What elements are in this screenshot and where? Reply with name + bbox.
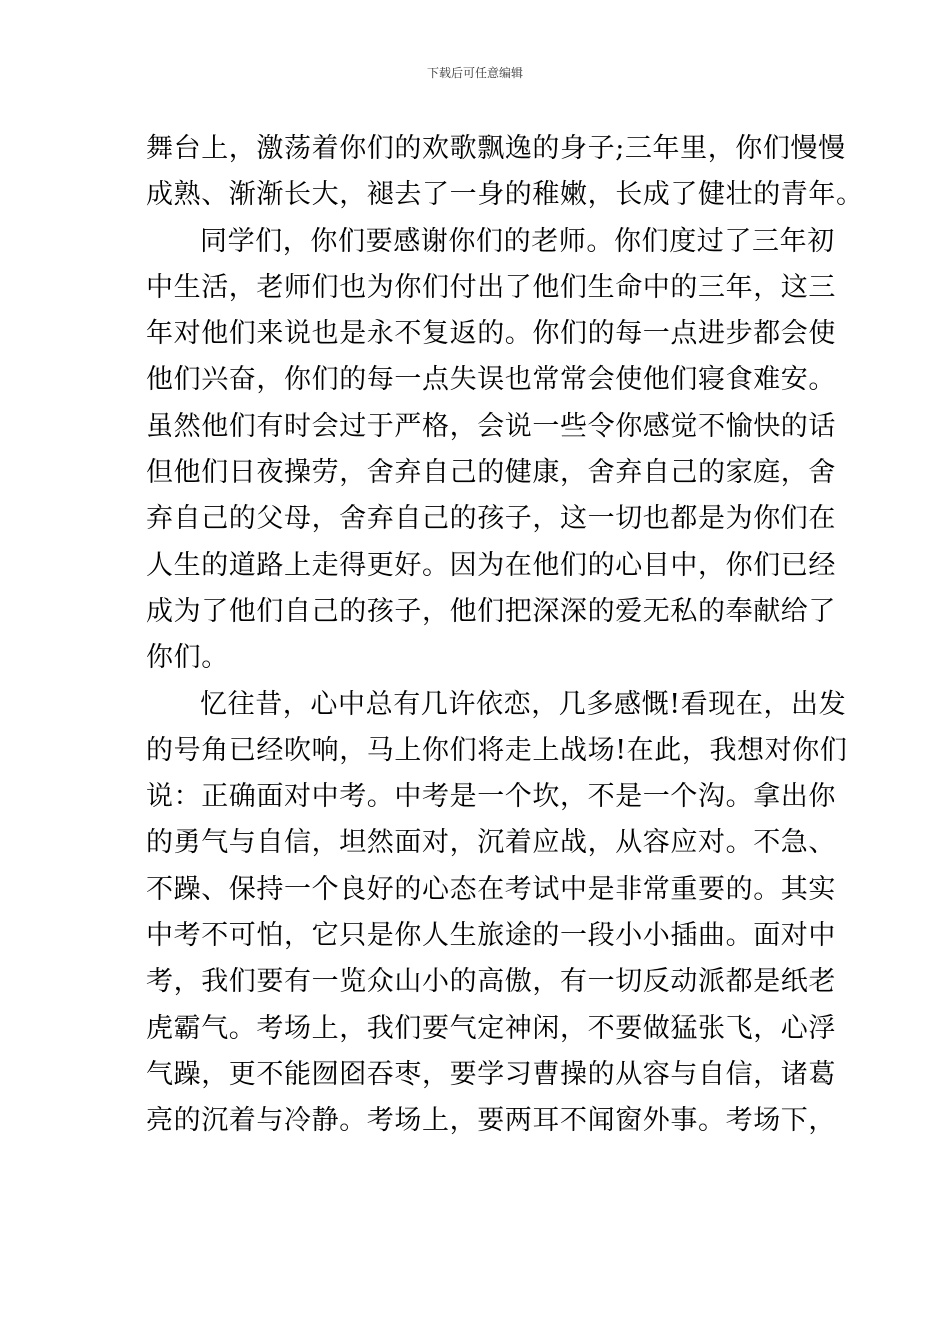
text-line: 中生活，老师们也为你们付出了他们生命中的三年，这三 [146,271,836,303]
text-line: 的号角已经吹响，马上你们将走上战场!在此，我想对你们 [146,734,848,766]
text-line: 年对他们来说也是永不复返的。你们的每一点进步都会使 [146,318,836,350]
text-line: 中考不可怕，它只是你人生旅途的一段小小插曲。面对中 [146,920,836,952]
document-body [146,126,864,1145]
text-line: 虽然他们有时会过于严格，会说一些令你感觉不愉快的话 [146,410,836,442]
paragraph-first-line: 忆往昔，心中总有几许依恋，几多感慨!看现在，出发 [200,688,847,720]
text-line: 虎霸气。考场上，我们要气定神闲，不要做猛张飞，心浮 [146,1012,836,1044]
text-line: 舞台上，激荡着你们的欢歌飘逸的身子;三年里，你们慢慢 [146,133,846,164]
text-line: 说：正确面对中考。中考是一个坎，不是一个沟。拿出你 [146,781,836,813]
text-line: 但他们日夜操劳，舍弃自己的健康，舍弃自己的家庭，舍 [146,457,836,489]
text-line: 不躁、保持一个良好的心态在考试中是非常重要的。其实 [146,873,836,905]
text-line: 他们兴奋，你们的每一点失误也常常会使他们寝食难安。 [146,364,836,396]
text-line: 你们。 [146,642,229,674]
text-line: 弃自己的父母，舍弃自己的孩子，这一切也都是为你们在 [146,503,836,535]
text-line: 成为了他们自己的孩子，他们把深深的爱无私的奉献给了 [146,595,836,627]
text-line: 亮的沉着与冷静。考场上，要两耳不闻窗外事。考场下， [146,1105,836,1137]
paragraph-first-line: 同学们，你们要感谢你们的老师。你们度过了三年初 [200,225,835,257]
text-line: 考，我们要有一览众山小的高傲，有一切反动派都是纸老 [146,966,836,998]
text-line: 成熟、渐渐长大，褪去了一身的稚嫩，长成了健壮的青年。 [146,179,864,211]
text-line: 气躁，更不能囫囵吞枣，要学习曹操的从容与自信，诸葛 [146,1058,836,1090]
text-line: 人生的道路上走得更好。因为在他们的心目中，你们已经 [146,549,836,581]
page-header: 下载后可任意编辑 [426,66,523,80]
text-line: 的勇气与自信，坦然面对，沉着应战，从容应对。不急、 [146,827,836,859]
